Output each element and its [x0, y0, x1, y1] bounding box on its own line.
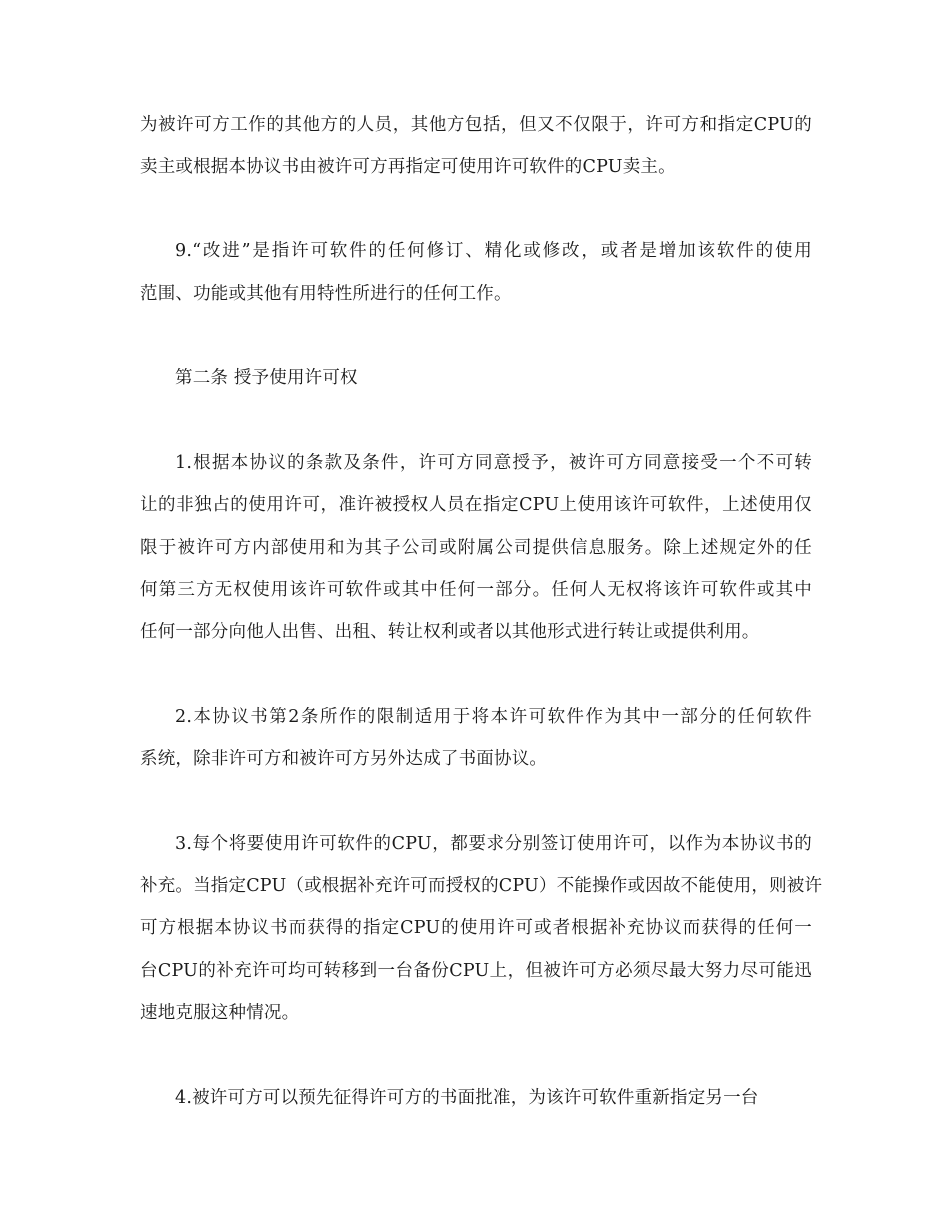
- paragraph-line: 为被许可方工作的其他方的人员，其他方包括，但又不仅限于，许可方和指定CPU的: [140, 115, 812, 135]
- paragraph-line: 任何一部分向他人出售、出租、转让权利或者以其他形式进行转让或提供利用。: [140, 622, 760, 642]
- paragraph-line: 1.根据本协议的条款及条件，许可方同意授予，被许可方同意接受一个不可转: [175, 453, 812, 473]
- section-heading: 第二条 授予使用许可权: [175, 368, 358, 388]
- paragraph-line: 何第三方无权使用该许可软件或其中任何一部分。任何人无权将该许可软件或其中: [140, 580, 812, 600]
- paragraph-line: 速地克服这种情况。: [140, 1003, 300, 1023]
- paragraph-line: 让的非独占的使用许可，准许被授权人员在指定CPU上使用该许可软件，上述使用仅: [140, 495, 812, 515]
- paragraph-line: 可方根据本协议书而获得的指定CPU的使用许可或者根据补充协议而获得的任何一: [140, 918, 812, 938]
- paragraph-line: 9.“改进”是指许可软件的任何修订、精化或修改，或者是增加该软件的使用: [175, 241, 812, 261]
- paragraph-line: 限于被许可方内部使用和为其子公司或附属公司提供信息服务。除上述规定外的任: [140, 538, 812, 558]
- paragraph-line: 卖主或根据本协议书由被许可方再指定可使用许可软件的CPU卖主。: [140, 157, 676, 177]
- paragraph-line: 范围、功能或其他有用特性所进行的任何工作。: [140, 284, 512, 304]
- paragraph-line: 3.每个将要使用许可软件的CPU，都要求分别签订使用许可，以作为本协议书的: [175, 834, 812, 854]
- paragraph-line: 4.被许可方可以预先征得许可方的书面批准，为该许可软件重新指定另一台: [175, 1088, 759, 1108]
- paragraph-line: 台CPU的补充许可均可转移到一台备份CPU上，但被许可方必须尽最大努力尽可能迅: [140, 961, 812, 981]
- paragraph-line: 系统，除非许可方和被许可方另外达成了书面协议。: [140, 749, 548, 769]
- paragraph-line: 2.本协议书第2条所作的限制适用于将本许可软件作为其中一部分的任何软件: [175, 707, 812, 727]
- paragraph-line: 补充。当指定CPU（或根据补充许可而授权的CPU）不能操作或因故不能使用，则被许: [140, 876, 823, 896]
